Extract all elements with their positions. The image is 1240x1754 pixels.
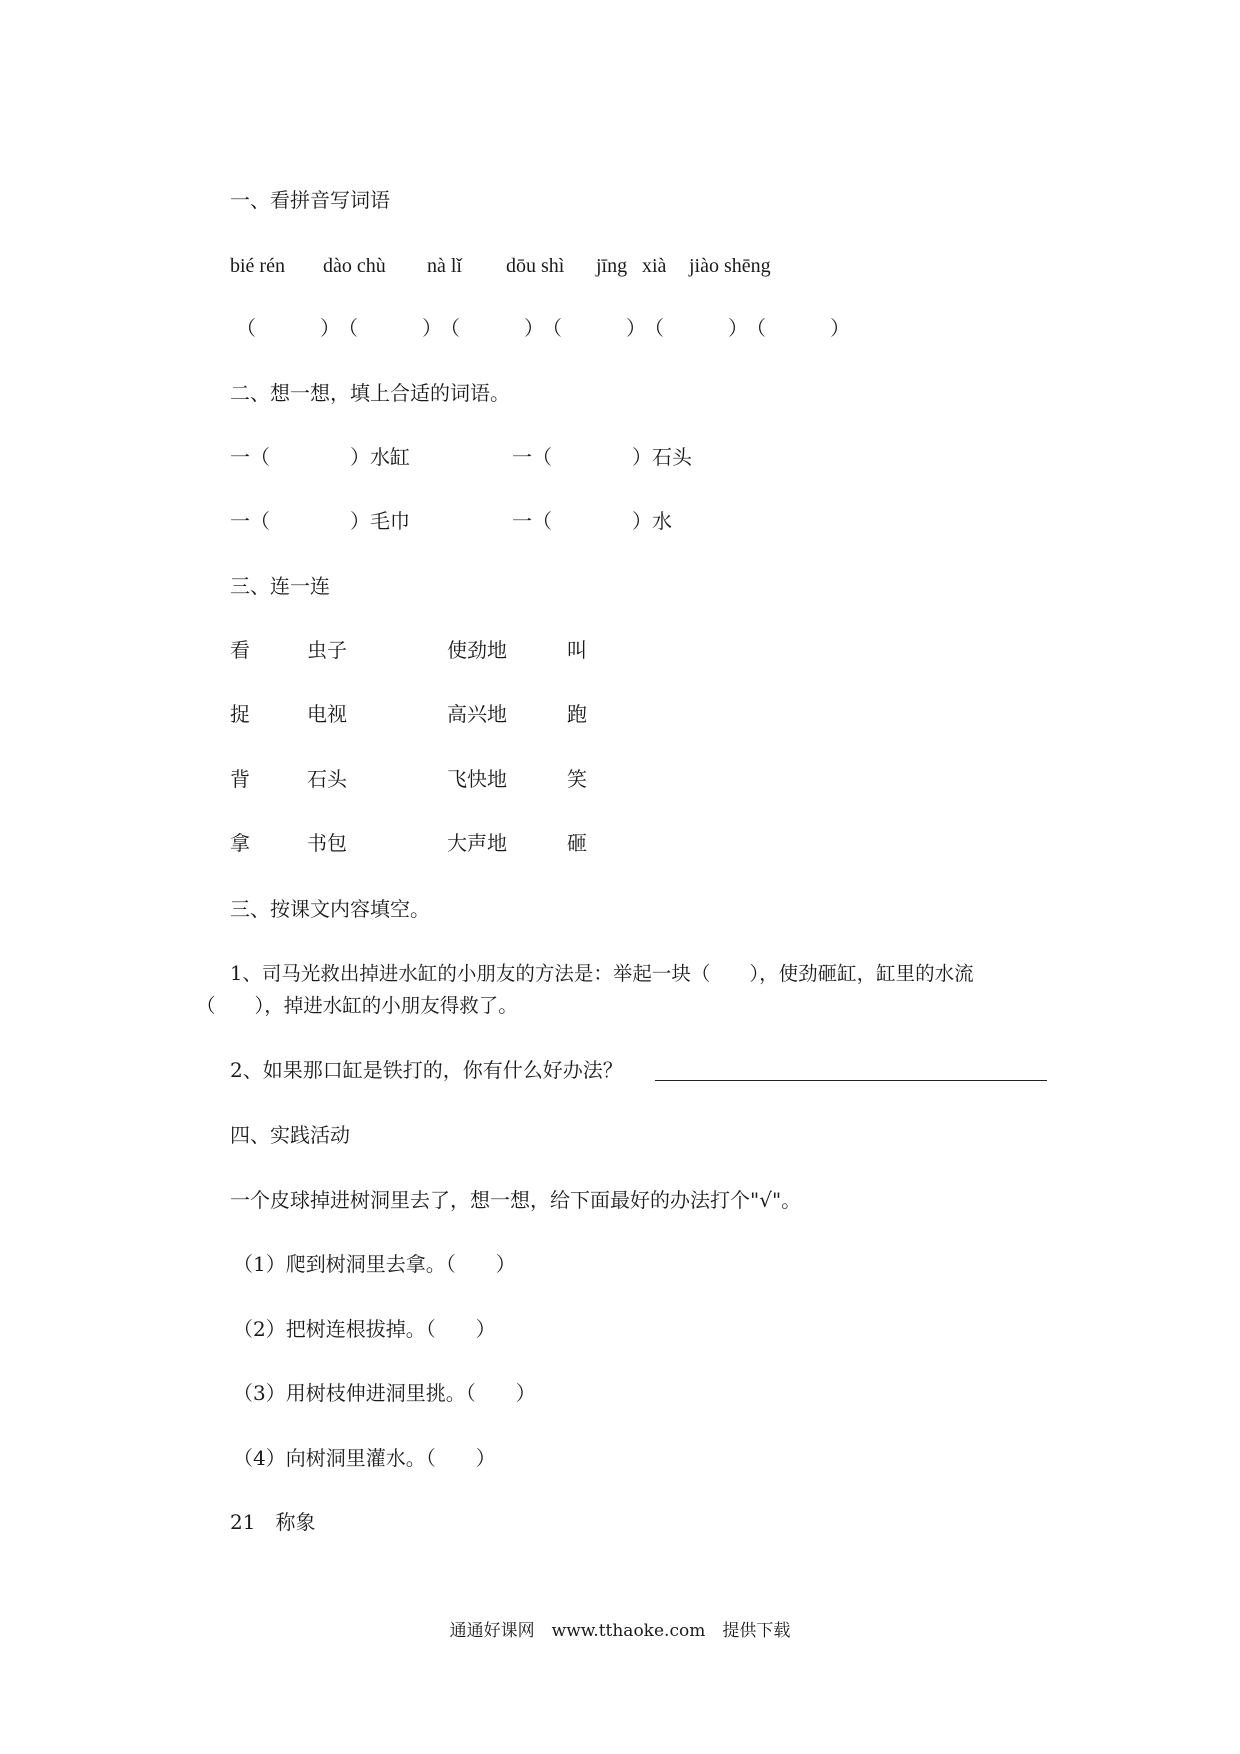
section4-heading: 三、按课文内容填空。 [230,897,430,921]
lesson-title: 21 称象 [230,1510,316,1534]
match-action: 笑 [567,767,587,791]
pinyin-5b: xià [642,255,667,277]
match-noun: 书包 [307,831,347,855]
question-1-line-1: 1、司马光救出掉进水缸的小朋友的方法是：举起一块（ ），使劲砸缸，缸里的水流 [230,962,974,985]
match-action: 叫 [567,638,587,662]
pinyin-1: bié rén [230,255,285,277]
option-1: （1）爬到树洞里去拿。（ ） [233,1252,516,1276]
match-action: 砸 [567,831,587,855]
pinyin-6: jiào shēng [689,255,771,277]
section5-heading: 四、实践活动 [230,1123,350,1147]
match-verb: 捉 [230,702,250,726]
fill-phrase: 一（ ）水缸 [230,445,410,469]
pinyin-3: nà lǐ [427,255,462,277]
section1-heading: 一、看拼音写词语 [230,188,390,212]
section3-heading: 三、连一连 [230,574,330,598]
match-noun: 电视 [307,702,347,726]
match-verb: 背 [230,767,250,791]
match-action: 跑 [567,702,587,726]
pinyin-5a: jīng [596,255,628,277]
pinyin-4: dōu shì [506,255,565,277]
match-adverb: 高兴地 [447,702,507,726]
answer-underline[interactable] [655,1080,1047,1081]
option-3: （3）用树枝伸进洞里挑。（ ） [233,1381,536,1405]
fill-phrase: 一（ ）水 [512,509,672,533]
answer-brackets-row: （ ）（ ）（ ）（ ）（ ）（ ） [236,316,858,340]
option-2: （2）把树连根拔掉。（ ） [233,1317,496,1341]
question-1-line-2: （ ），掉进水缸的小朋友得救了。 [196,994,518,1017]
match-verb: 看 [230,638,250,662]
pinyin-2: dào chù [323,255,386,277]
activity-intro: 一个皮球掉进树洞里去了，想一想，给下面最好的办法打个"√"。 [230,1188,802,1212]
question-2: 2、如果那口缸是铁打的，你有什么好办法？ [230,1058,623,1082]
match-verb: 拿 [230,831,250,855]
match-adverb: 大声地 [447,831,507,855]
page-footer: 通通好课网 www.tthaoke.com 提供下载 [449,1621,791,1641]
match-noun: 石头 [307,767,347,791]
fill-phrase: 一（ ）石头 [512,445,692,469]
match-adverb: 使劲地 [447,638,507,662]
fill-phrase: 一（ ）毛巾 [230,509,410,533]
option-4: （4）向树洞里灌水。（ ） [233,1446,496,1470]
match-noun: 虫子 [307,638,347,662]
match-adverb: 飞快地 [447,767,507,791]
section2-heading: 二、想一想，填上合适的词语。 [230,381,510,405]
